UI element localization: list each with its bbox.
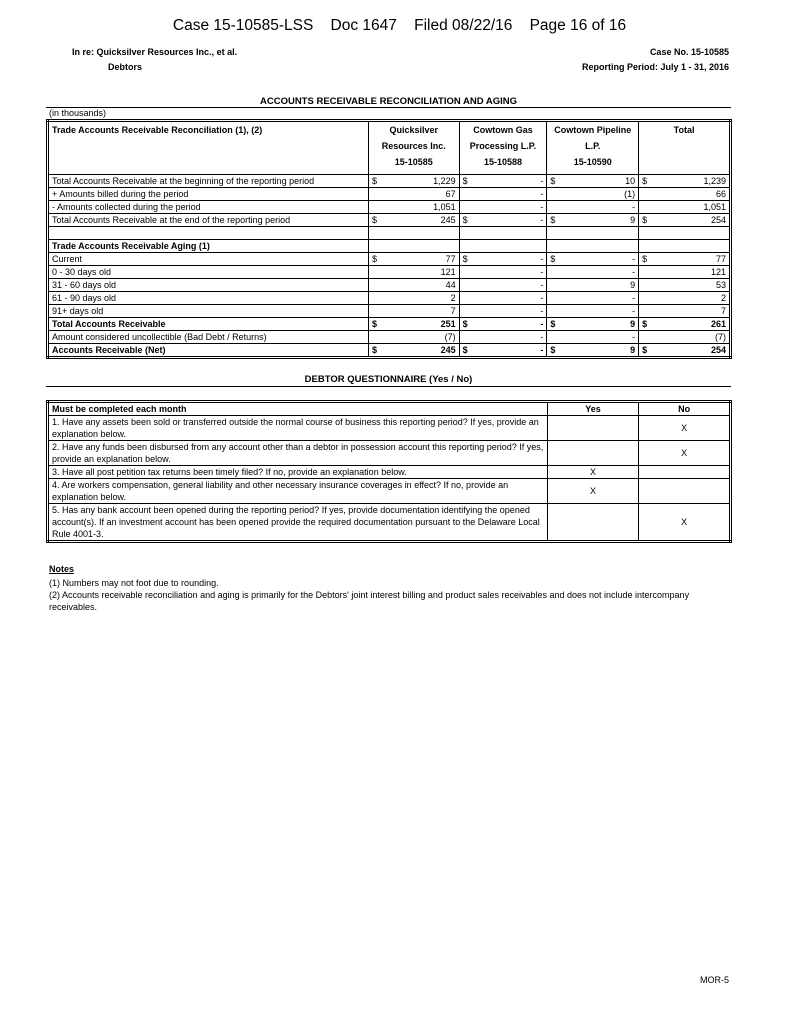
amount-value: 9 xyxy=(630,344,636,355)
questionnaire-header-row xyxy=(48,402,731,416)
answer-no xyxy=(639,466,731,479)
amount-value: 9 xyxy=(630,214,636,225)
amount-cell xyxy=(459,331,547,344)
ar-header-cowtown-gas: Cowtown Gas Processing L.P. 15-10588 xyxy=(459,121,547,175)
table-row xyxy=(48,175,731,188)
amount-value: - xyxy=(540,253,544,264)
amount-cell xyxy=(639,279,731,292)
spacer-row xyxy=(48,227,731,240)
amount-cell xyxy=(369,201,460,214)
amount-value: 2 xyxy=(450,292,456,303)
table-row xyxy=(48,266,731,279)
amount-value: - xyxy=(540,331,544,342)
ar-header-label: Trade Accounts Receivable Reconciliation (1), (2) xyxy=(48,121,369,175)
amount-value: - xyxy=(632,331,636,342)
amount-cell xyxy=(459,279,547,292)
amount-cell xyxy=(639,344,731,358)
amount-value: - xyxy=(540,344,544,355)
amount-value: - xyxy=(632,266,636,277)
row-label: - Amounts collected during the period xyxy=(48,201,369,214)
amount-value: (7) xyxy=(444,331,456,342)
dollar-sign: $ xyxy=(642,318,648,329)
amount-value: - xyxy=(632,253,636,264)
amount-cell xyxy=(639,188,731,201)
table-row xyxy=(48,188,731,201)
amount-value: 251 xyxy=(440,318,456,329)
answer-yes xyxy=(547,441,639,466)
amount-cell xyxy=(639,253,731,266)
amount-cell xyxy=(547,266,639,279)
aging-header-cell xyxy=(459,240,547,253)
ar-table xyxy=(46,119,732,359)
question-text: 4. Are workers compensation, general liability and other necessary insurance coverages in effect? If no, provide an explanation below. xyxy=(48,479,548,504)
amount-cell xyxy=(547,188,639,201)
amount-value: 261 xyxy=(710,318,726,329)
amount-cell xyxy=(459,253,547,266)
units-label: (in thousands) xyxy=(49,108,107,118)
question-row xyxy=(48,441,731,466)
amount-cell xyxy=(369,253,460,266)
amount-value: 121 xyxy=(710,266,726,277)
answer-no: X xyxy=(639,504,731,542)
dollar-sign: $ xyxy=(550,344,556,355)
amount-cell xyxy=(459,344,547,358)
row-label: 31 - 60 days old xyxy=(48,279,369,292)
row-label: Current xyxy=(48,253,369,266)
answer-no: X xyxy=(639,416,731,441)
row-label: Total Accounts Receivable at the beginning of the reporting period xyxy=(48,175,369,188)
amount-value: 121 xyxy=(440,266,456,277)
answer-no xyxy=(639,479,731,504)
answer-yes: X xyxy=(547,466,639,479)
case-number: Case No. 15-10585 xyxy=(649,47,729,57)
questionnaire-title-rule xyxy=(46,386,731,387)
amount-cell xyxy=(547,344,639,358)
dollar-sign: $ xyxy=(462,175,468,186)
dollar-sign: $ xyxy=(372,344,378,355)
dollar-sign: $ xyxy=(372,318,378,329)
aging-header-cell xyxy=(369,240,460,253)
amount-value: 1,051 xyxy=(703,201,726,212)
amount-value: 9 xyxy=(630,279,636,290)
amount-cell xyxy=(369,175,460,188)
table-row xyxy=(48,292,731,305)
amount-value: 66 xyxy=(715,188,726,199)
amount-cell xyxy=(639,305,731,318)
dollar-sign: $ xyxy=(462,318,468,329)
row-label: 0 - 30 days old xyxy=(48,266,369,279)
amount-cell xyxy=(459,175,547,188)
table-row xyxy=(48,305,731,318)
table-row xyxy=(48,253,731,266)
amount-cell xyxy=(459,214,547,227)
amount-value: - xyxy=(540,214,544,225)
reporting-period: Reporting Period: July 1 - 31, 2016 xyxy=(581,62,729,72)
amount-cell xyxy=(459,266,547,279)
answer-yes xyxy=(547,504,639,542)
amount-cell xyxy=(547,201,639,214)
amount-cell xyxy=(639,292,731,305)
dollar-sign: $ xyxy=(642,214,648,225)
aging-header-cell xyxy=(547,240,639,253)
row-label: Accounts Receivable (Net) xyxy=(48,344,369,358)
in-re-label: In re: Quicksilver Resources Inc., et al. xyxy=(72,47,238,57)
table-row xyxy=(48,318,731,331)
form-id: MOR-5 xyxy=(700,975,729,985)
dollar-sign: $ xyxy=(462,344,468,355)
questionnaire-table xyxy=(46,400,732,543)
answer-no: X xyxy=(639,441,731,466)
dollar-sign: $ xyxy=(550,318,556,329)
amount-cell xyxy=(369,279,460,292)
amount-value: 9 xyxy=(630,318,636,329)
amount-value: 245 xyxy=(440,344,456,355)
amount-cell xyxy=(547,253,639,266)
question-text: 2. Have any funds been disbursed from any account other than a debtor in possession account this reporting period? If yes, provide an explanation below. xyxy=(48,441,548,466)
dollar-sign: $ xyxy=(372,214,378,225)
ar-header-cowtown-pipeline: Cowtown Pipeline L.P. 15-10590 xyxy=(547,121,639,175)
case-header: Case 15-10585-LSS Doc 1647 Filed 08/22/16 Page 16 of 16 xyxy=(172,17,627,34)
amount-value: - xyxy=(540,279,544,290)
table-row xyxy=(48,331,731,344)
amount-value: 7 xyxy=(720,305,726,316)
note-item: (1) Numbers may not foot due to rounding. xyxy=(49,578,219,588)
question-row xyxy=(48,504,731,542)
aging-header-row xyxy=(48,240,731,253)
amount-value: 1,239 xyxy=(703,175,726,186)
ar-title-rule xyxy=(46,107,731,108)
dollar-sign: $ xyxy=(462,253,468,264)
dollar-sign: $ xyxy=(462,214,468,225)
debtors-label: Debtors xyxy=(108,62,143,72)
row-label: Amount considered uncollectible (Bad Debt / Returns) xyxy=(48,331,369,344)
row-label: + Amounts billed during the period xyxy=(48,188,369,201)
dollar-sign: $ xyxy=(642,344,648,355)
amount-cell xyxy=(639,318,731,331)
questionnaire-header-label: Must be completed each month xyxy=(48,402,548,416)
spacer-cell xyxy=(48,227,369,240)
amount-value: 44 xyxy=(445,279,456,290)
ar-header-row xyxy=(48,121,731,175)
amount-cell xyxy=(369,266,460,279)
dollar-sign: $ xyxy=(372,253,378,264)
amount-cell xyxy=(369,305,460,318)
amount-cell xyxy=(459,188,547,201)
amount-cell xyxy=(639,331,731,344)
answer-yes xyxy=(547,416,639,441)
ar-header-quicksilver: Quicksilver Resources Inc. 15-10585 xyxy=(369,121,460,175)
aging-header-cell xyxy=(639,240,731,253)
dollar-sign: $ xyxy=(550,175,556,186)
amount-cell xyxy=(547,279,639,292)
question-row xyxy=(48,416,731,441)
questionnaire-title: DEBTOR QUESTIONNAIRE (Yes / No) xyxy=(304,374,473,385)
amount-cell xyxy=(639,266,731,279)
dollar-sign: $ xyxy=(550,214,556,225)
amount-cell xyxy=(459,318,547,331)
amount-value: 2 xyxy=(720,292,726,303)
ar-section-title: ACCOUNTS RECEIVABLE RECONCILIATION AND AGING xyxy=(259,96,518,107)
amount-value: 7 xyxy=(450,305,456,316)
spacer-cell xyxy=(547,227,639,240)
question-row xyxy=(48,479,731,504)
question-text: 3. Have all post petition tax returns been timely filed? If no, provide an explanation below. xyxy=(48,466,548,479)
notes-list xyxy=(49,577,729,613)
dollar-sign: $ xyxy=(642,253,648,264)
amount-cell xyxy=(547,305,639,318)
table-row xyxy=(48,344,731,358)
amount-cell xyxy=(369,344,460,358)
dollar-sign: $ xyxy=(642,175,648,186)
amount-value: - xyxy=(540,266,544,277)
amount-value: - xyxy=(540,305,544,316)
amount-cell xyxy=(639,201,731,214)
dollar-sign: $ xyxy=(372,175,378,186)
amount-cell xyxy=(639,214,731,227)
spacer-cell xyxy=(639,227,731,240)
amount-cell xyxy=(369,331,460,344)
amount-value: 254 xyxy=(710,214,726,225)
amount-cell xyxy=(459,305,547,318)
question-row xyxy=(48,466,731,479)
amount-value: 254 xyxy=(710,344,726,355)
amount-value: 1,229 xyxy=(433,175,456,186)
amount-value: - xyxy=(632,292,636,303)
amount-value: 10 xyxy=(625,175,636,186)
amount-cell xyxy=(369,292,460,305)
table-row xyxy=(48,201,731,214)
amount-value: - xyxy=(632,201,636,212)
answer-yes: X xyxy=(547,479,639,504)
table-row xyxy=(48,214,731,227)
amount-value: 67 xyxy=(445,188,456,199)
question-text: 5. Has any bank account been opened during the reporting period? If yes, provide documentation identifying the opened account(s). If an investment account has been opened provide the required documentation pursuant to the Delaware Local Rule 4001-3. xyxy=(48,504,548,542)
spacer-cell xyxy=(459,227,547,240)
amount-value: - xyxy=(540,318,544,329)
amount-value: - xyxy=(540,201,544,212)
row-label: 91+ days old xyxy=(48,305,369,318)
amount-cell xyxy=(639,175,731,188)
row-label: Total Accounts Receivable at the end of the reporting period xyxy=(48,214,369,227)
notes-title: Notes xyxy=(49,564,75,574)
ar-header-total: Total xyxy=(639,121,731,175)
amount-cell xyxy=(369,318,460,331)
amount-cell xyxy=(547,175,639,188)
amount-cell xyxy=(547,292,639,305)
note-item: (2) Accounts receivable reconciliation and aging is primarily for the Debtors' joint interest billing and product sales receivables and does not include intercompany receivables. xyxy=(49,590,690,612)
amount-cell xyxy=(547,331,639,344)
aging-header-label: Trade Accounts Receivable Aging (1) xyxy=(48,240,369,253)
amount-cell xyxy=(547,318,639,331)
amount-cell xyxy=(547,214,639,227)
amount-cell xyxy=(369,188,460,201)
amount-value: 77 xyxy=(715,253,726,264)
amount-value: - xyxy=(540,292,544,303)
amount-value: - xyxy=(540,175,544,186)
row-label: Total Accounts Receivable xyxy=(48,318,369,331)
amount-cell xyxy=(459,292,547,305)
questionnaire-header-no: No xyxy=(639,402,731,416)
amount-cell xyxy=(369,214,460,227)
amount-value: - xyxy=(632,305,636,316)
table-row xyxy=(48,279,731,292)
amount-value: - xyxy=(540,188,544,199)
spacer-cell xyxy=(369,227,460,240)
amount-value: 245 xyxy=(440,214,456,225)
questionnaire-header-yes: Yes xyxy=(547,402,639,416)
amount-cell xyxy=(459,201,547,214)
dollar-sign: $ xyxy=(550,253,556,264)
amount-value: 53 xyxy=(715,279,726,290)
amount-value: 77 xyxy=(445,253,456,264)
amount-value: (7) xyxy=(715,331,726,342)
amount-value: 1,051 xyxy=(433,201,456,212)
question-text: 1. Have any assets been sold or transferred outside the normal course of business this reporting period? If yes, provide an explanation below. xyxy=(48,416,548,441)
row-label: 61 - 90 days old xyxy=(48,292,369,305)
amount-value: (1) xyxy=(624,188,636,199)
